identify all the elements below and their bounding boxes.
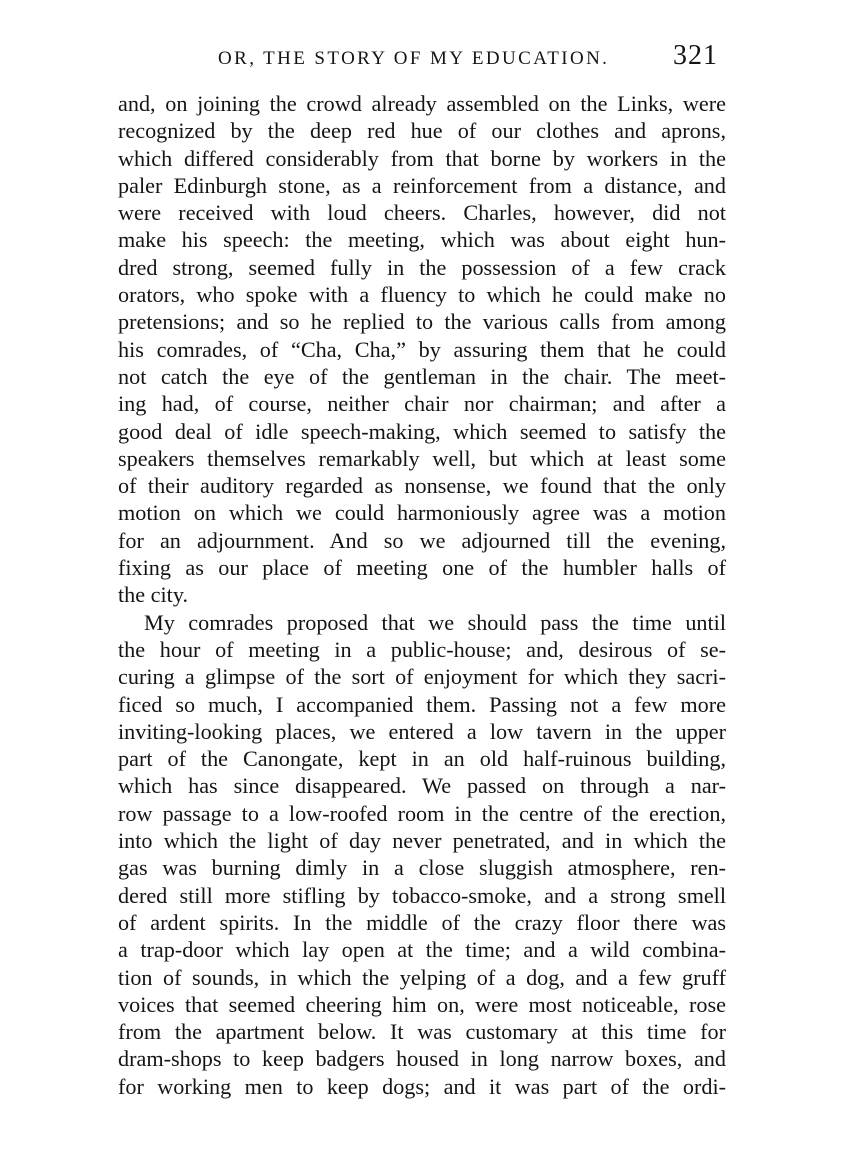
text-line: for an adjournment. And so we adjourned till the evening, xyxy=(118,527,726,553)
body-text xyxy=(118,90,726,1100)
text-line: were received with loud cheers. Charles, however, did not xyxy=(118,200,726,226)
text-line: voices that seemed cheering him on, were most noticeable, rose xyxy=(118,991,726,1017)
running-head-title: OR, THE STORY OF MY EDUCATION. xyxy=(218,48,610,69)
text-line: dered still more stifling by tobacco-smoke, and a strong smell xyxy=(118,882,726,908)
text-line: ing had, of course, neither chair nor chairman; and after a xyxy=(118,391,726,417)
text-line: recognized by the deep red hue of our clothes and aprons, xyxy=(118,118,726,144)
text-line: make his speech: the meeting, which was about eight hun- xyxy=(118,227,726,253)
text-line: of their auditory regarded as nonsense, we found that the only xyxy=(118,473,726,499)
text-line: from the apartment below. It was customary at this time for xyxy=(118,1019,726,1045)
text-line: dram-shops to keep badgers housed in long narrow boxes, and xyxy=(118,1046,726,1072)
text-line: orators, who spoke with a fluency to which he could make no xyxy=(118,282,726,308)
text-line: ficed so much, I accompanied them. Passing not a few more xyxy=(118,691,726,717)
paragraph-end-line: the city. xyxy=(118,582,189,608)
text-line: not catch the eye of the gentleman in the chair. The meet- xyxy=(118,363,726,389)
text-line: good deal of idle speech-making, which seemed to satisfy the xyxy=(118,418,726,444)
text-line: motion on which we could harmoniously agree was a motion xyxy=(118,500,726,526)
text-line: gas was burning dimly in a close sluggish atmosphere, ren- xyxy=(118,855,726,881)
text-line: part of the Canongate, kept in an old half-ruinous building, xyxy=(118,746,726,772)
text-line: a trap-door which lay open at the time; and a wild combina- xyxy=(118,937,726,963)
text-line: dred strong, seemed fully in the possession of a few crack xyxy=(118,254,726,280)
text-line: tion of sounds, in which the yelping of a dog, and a few gruff xyxy=(118,964,726,990)
paragraph-start-line: My comrades proposed that we should pass the time until xyxy=(144,609,726,635)
text-line: into which the light of day never penetrated, and in which the xyxy=(118,828,726,854)
text-line: paler Edinburgh stone, as a reinforcement from a distance, and xyxy=(118,172,726,198)
running-head xyxy=(118,40,718,76)
text-line: pretensions; and so he replied to the various calls from among xyxy=(118,309,726,335)
text-line: curing a glimpse of the sort of enjoyment for which they sacri- xyxy=(118,664,726,690)
text-line: which has since disappeared. We passed on through a nar- xyxy=(118,773,726,799)
text-line: and, on joining the crowd already assembled on the Links, were xyxy=(118,91,726,116)
text-line: which differed considerably from that borne by workers in the xyxy=(118,145,726,171)
text-line: of ardent spirits. In the middle of the crazy floor there was xyxy=(118,909,726,935)
page-number: 321 xyxy=(673,40,718,71)
text-line: the hour of meeting in a public-house; and, desirous of se- xyxy=(118,636,726,662)
text-line: fixing as our place of meeting one of the humbler halls of xyxy=(118,555,726,581)
text-line: for working men to keep dogs; and it was part of the ordi- xyxy=(118,1073,726,1099)
text-line: row passage to a low-roofed room in the centre of the erection, xyxy=(118,800,726,826)
text-line: inviting-looking places, we entered a low tavern in the upper xyxy=(118,718,726,744)
text-line: speakers themselves remarkably well, but which at least some xyxy=(118,445,726,471)
text-line: his comrades, of “Cha, Cha,” by assuring them that he could xyxy=(118,336,726,362)
